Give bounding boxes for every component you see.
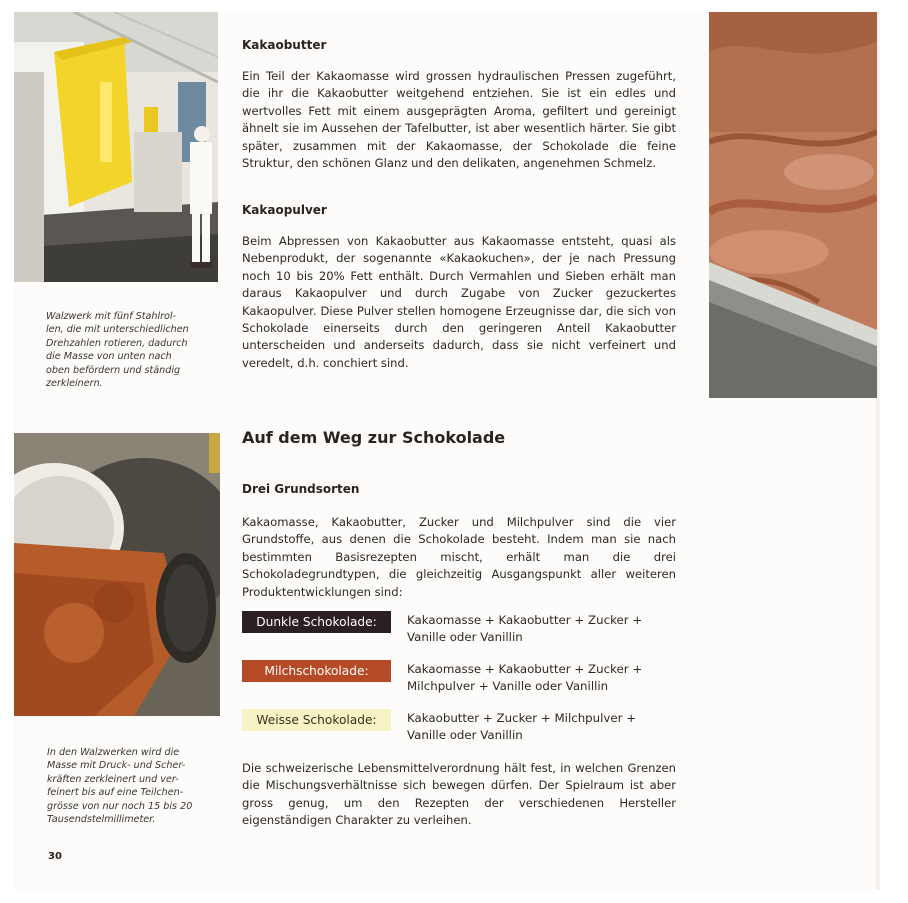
page-number: 30 xyxy=(48,851,62,862)
paragraph-grundsorten: Kakaomasse, Kakaobutter, Zucker und Milchpulver sind die vier Grundstoffe, aus denen die Schokolade besteht. Indem man sie nach bestimmten Basisrezepten mischt, erhält man die drei Schokoladegrundtypen, die gleichzeitig Ausgangspunkt aller weiteren Produktentwicklungen sind: xyxy=(242,515,676,599)
label-weisse-schokolade: Weisse Schokolade: xyxy=(242,709,391,731)
heading-kakaopulver: Kakaopulver xyxy=(242,203,327,217)
paragraph-kakaopulver: Beim Abpressen von Kakaobutter aus Kakaomasse entsteht, quasi als Nebenprodukt, der sogenannte «Kakaokuchen», der je nach Pressung noch 10 bis 20% Fett enthält. Durch Vermahlen und Sieben erhält man daraus Kakaopulver und durch Zugabe von Zucker gezuckertes Kakaopulver. Diese Pulver stellen homogene Erzeugnisse dar, die sich von Schokolade einerseits durch den geringeren Anteil Kakaobutter unterscheiden und anderseits dadurch, dass sie nicht verfeinert und veredelt, d.h. conchiert sind. xyxy=(242,234,676,370)
paragraph-kakaobutter: Ein Teil der Kakaomasse wird grossen hydraulischen Pressen zugeführt, die ihr die Kakaobutter weitgehend entziehen. Sie ist ein edles und wertvolles Fett mit einem ausgeprägten Aroma, gefiltert und gereinigt ähnelt sie im Aussehen der Tafelbutter, ist aber wesentlich härter. Sie gibt später, zusammen mit der Kakaomasse, der Schokolade die feine Struktur, den schönen Glanz und den delikaten, angenehmen Schmelz. xyxy=(242,69,676,171)
photo-chocolate-mass xyxy=(709,12,877,398)
caption-powder-roller: In den Walzwerken wird die Masse mit Druck- und Scher- kräften zerkleinert und ver- feinert bis auf eine Teilchen- grösse von nur noch 15 bis 20 Tausendstelmillimeter. xyxy=(47,747,193,826)
recipe-weisse-schokolade: Kakaobutter + Zucker + Milchpulver + Vanille oder Vanillin xyxy=(407,711,637,742)
label-dunkle-schokolade: Dunkle Schokolade: xyxy=(242,611,391,633)
page-margin xyxy=(880,0,908,903)
label-milchschokolade: Milchschokolade: xyxy=(242,660,391,682)
photo-rolling-mill xyxy=(14,12,218,282)
photo-powder-roller xyxy=(14,433,220,716)
section-title: Auf dem Weg zur Schokolade xyxy=(242,428,506,447)
recipe-milchschokolade: Kakaomasse + Kakaobutter + Zucker + Milchpulver + Vanille oder Vanillin xyxy=(407,662,643,693)
paragraph-schluss: Die schweizerische Lebensmittelverordnung hält fest, in welchen Grenzen die Mischungsverhältnisse sich bewegen dürfen. Der Spielraum ist aber gross genug, um den Rezepten der verschiedenen Hersteller eigenständigen Charakter zu verleihen. xyxy=(242,761,676,828)
heading-grundsorten: Drei Grundsorten xyxy=(242,482,360,496)
recipe-dunkle-schokolade: Kakaomasse + Kakaobutter + Zucker + Vanille oder Vanillin xyxy=(407,613,643,644)
caption-rolling-mill: Walzwerk mit fünf Stahlrol- len, die mit unterschiedlichen Drehzahlen rotieren, dadurch die Masse von unten nach oben befördern und ständig zerkleinern. xyxy=(46,311,189,390)
heading-kakaobutter: Kakaobutter xyxy=(242,38,327,52)
